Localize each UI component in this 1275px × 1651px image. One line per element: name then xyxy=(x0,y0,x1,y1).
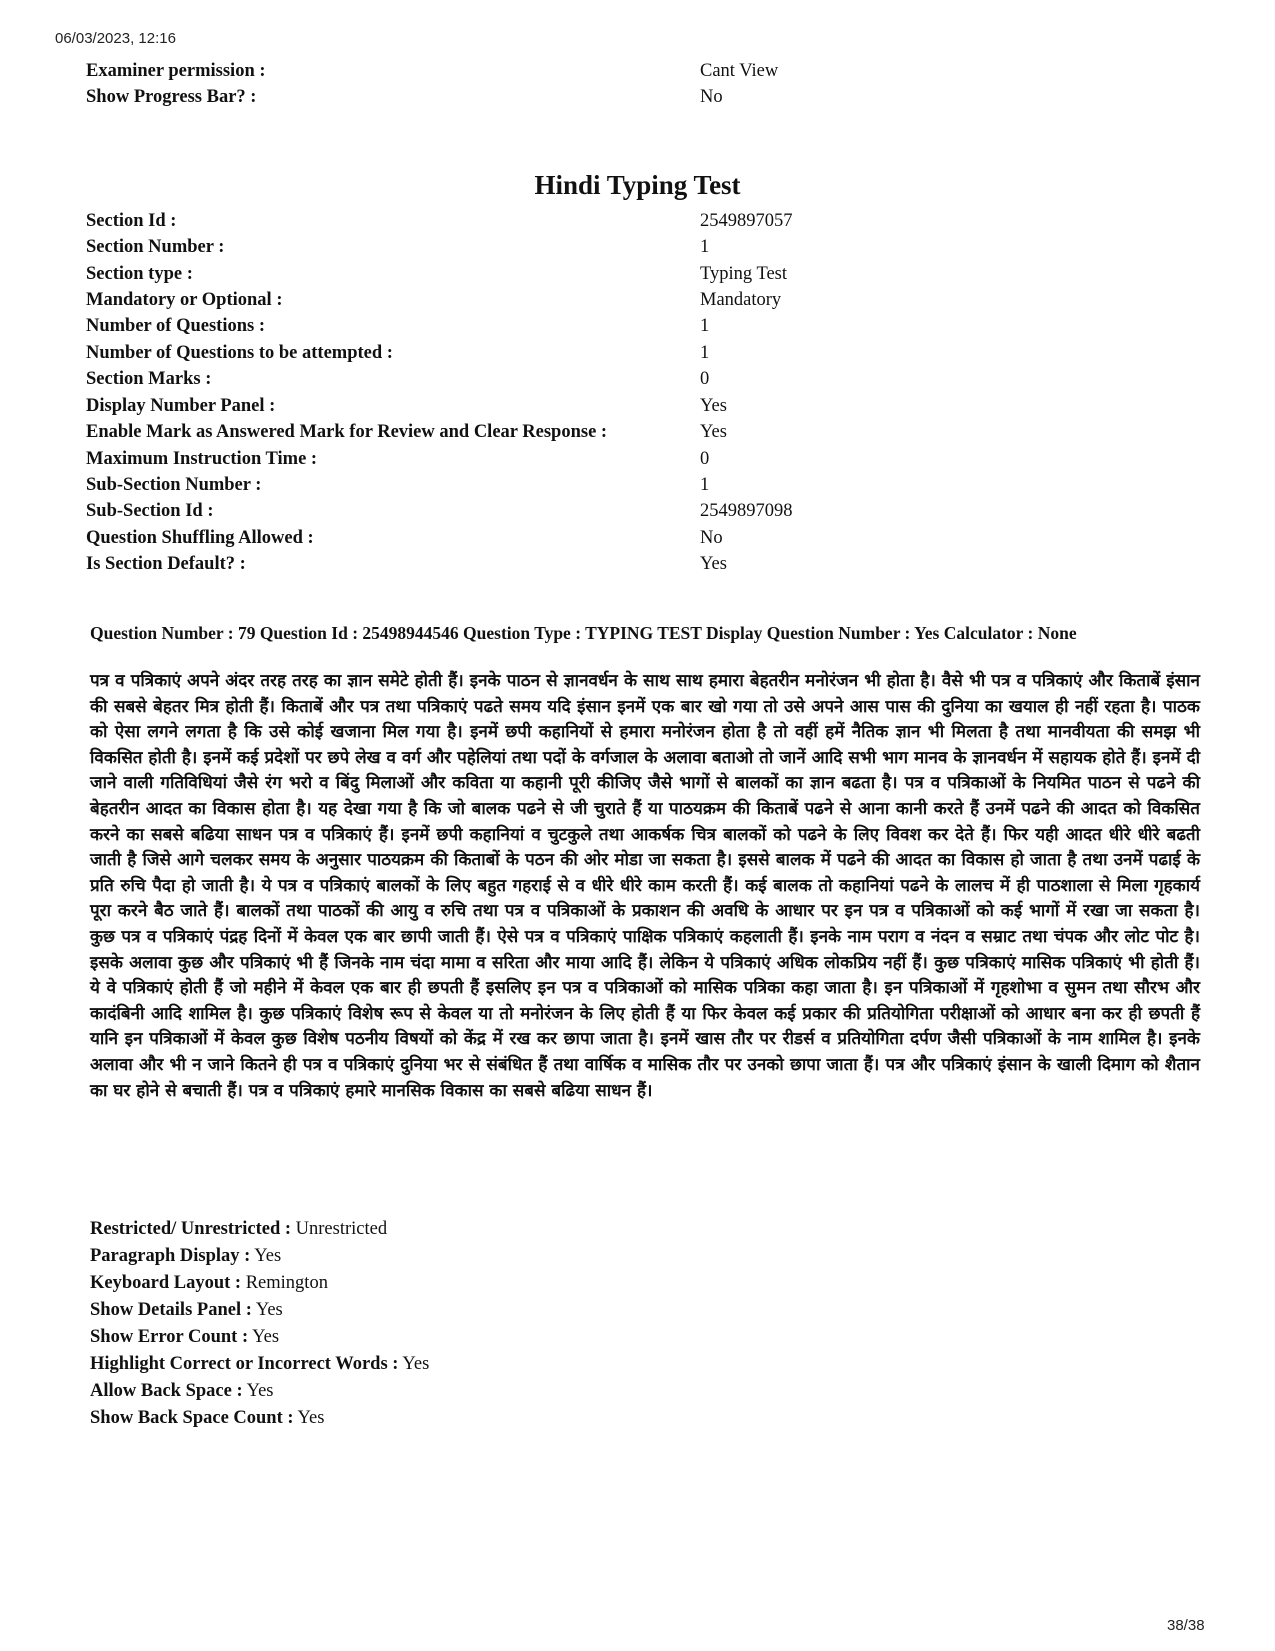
section-field-row xyxy=(86,419,1206,445)
section-field-row xyxy=(86,525,1206,551)
field-label: Sub-Section Id : xyxy=(86,501,214,521)
question-option-row xyxy=(90,1324,279,1350)
section-field-row xyxy=(86,551,1206,577)
field-value: Cant View xyxy=(700,61,779,81)
field-value: 1 xyxy=(700,475,710,495)
section-field-row xyxy=(86,393,1206,419)
field-value: Typing Test xyxy=(700,264,787,284)
field-value: 2549897098 xyxy=(700,501,793,521)
field-label: Number of Questions to be attempted : xyxy=(86,343,393,363)
question-option-row xyxy=(90,1378,274,1404)
option-label: Highlight Correct or Incorrect Words : xyxy=(90,1354,399,1374)
field-label: Question Shuffling Allowed : xyxy=(86,528,314,548)
section-field-row xyxy=(86,472,1206,498)
field-label: Examiner permission : xyxy=(86,61,266,81)
field-label: Maximum Instruction Time : xyxy=(86,449,318,469)
field-label: Show Progress Bar? : xyxy=(86,87,257,107)
option-value: Yes xyxy=(255,1300,283,1320)
field-value: Yes xyxy=(700,554,727,574)
field-value: 0 xyxy=(700,369,710,389)
option-value: Yes xyxy=(254,1246,282,1266)
section-field-row xyxy=(86,208,1206,234)
field-value: 2549897057 xyxy=(700,211,793,231)
field-value: 0 xyxy=(700,449,710,469)
field-label: Is Section Default? : xyxy=(86,554,246,574)
option-label: Show Details Panel : xyxy=(90,1300,252,1320)
option-value: Yes xyxy=(297,1408,325,1428)
typing-passage: पत्र व पत्रिकाएं अपने अंदर तरह तरह का ज्ञान समेटे होती हैं। इनके पाठन से ज्ञानवर्धन के साथ साथ हमारा बेहतरीन मनोरंजन भी होता है। वैसे भी पत्र व पत्रिकाएं और किताबें इंसान की सबसे बेहतर मित्र होती हैं। किताबें और पत्र तथा पत्रिकाएं पढते समय यदि इंसान इनमें एक बार खो गया तो उसे अपने आस पास की दुनिया का खयाल ही नहीं रहता है। पाठक को ऐसा लगने लगता है कि उसे कोई खजाना मिल गया है। इनमें छपी कहानियों से हमारा मनोरंजन होता है तो वहीं हमें नैतिक ज्ञान भी मिलता है तथा मानवीयता की समझ भी विकसित होती है। इनमें कई प्रदेशों पर छपे लेख व वर्ग और पहेलियां तथा पदों के वर्गजाल के अलावा बताओ तो जानें आदि सभी भाग मानव के ज्ञानवर्धन में सहायक होते हैं। इनमें दी जाने वाली गतिविधियां जैसे रंग भरो व बिंदु मिलाओं और कविता या कहानी पूरी कीजिए जैसे भागों से बालकों का ज्ञान बढता है। पत्र व पत्रिकाओं के नियमित पाठन से पढने की बेहतरीन आदत का विकास होता है। यह देखा गया है कि जो बालक पढने से जी चुराते हैं या पाठयक्रम की किताबें पढने से आना कानी करते हैं उनमें पढने की आदत को विकसित करने का सबसे बढिया साधन पत्र व पत्रिकाएं हैं। इनमें छपी कहानियां व चुटकुले तथा आकर्षक चित्र बालकों को पढने के लिए विवश कर देते हैं। फिर यही आदत धीरे धीरे बढती जाती है जिसे आगे चलकर समय के अनुसार पाठयक्रम की किताबों के पठन की ओर मोडा जा सकता है। इससे बालक में पढने की आदत का विकास हो जाता है तथा उनमें पढाई के प्रति रुचि पैदा हो जाती है। ये पत्र व पत्रिकाएं बालकों के लिए बहुत गहराई से व धीरे धीरे काम करती हैं। कई बालक तो कहानियां पढने के लालच में ही पाठशाला से मिला गृहकार्य पूरा करने बैठ जाते हैं। बालकों तथा पाठकों की आयु व रुचि तथा पत्र व पत्रिकाओं के प्रकाशन की अवधि के आधार पर इन पत्र व पत्रिकाओं को कई भागों में रखा जा सकता है। कुछ पत्र व पत्रिकाएं पंद्रह दिनों में केवल एक बार छापी जाती हैं। ऐसे पत्र व पत्रिकाएं पाक्षिक पत्रिकाएं कहलाती हैं। इनके नाम पराग व नंदन व सम्राट तथा चंपक और लोट पोट है। इसके अलावा कुछ और पत्रिकाएं भी हैं जिनके नाम चंदा मामा व सरिता और माया आदि हैं। लेकिन ये पत्रिकाएं अधिक लोकप्रिय नहीं हैं। कुछ पत्रिकाएं मासिक पत्रिकाएं भी होती हैं। ये वे पत्रिकाएं होती हैं जो महीने में केवल एक बार ही छपती हैं इसलिए इन पत्र व पत्रिकाओं को मासिक पत्रिका कहा जाता है। इन पत्रिकाओं में गृहशोभा व सुमन तथा सौरभ और कादंबिनी आदि शामिल है। कुछ पत्रिकाएं विशेष रूप से केवल या तो मनोरंजन के लिए होती हैं या फिर केवल कई प्रकार की प्रतियोगिता परीक्षाओं को आधार बना कर ही छपती हैं यानि इन पत्रिकाओं में केवल कुछ विशेष पठनीय विषयों को केंद्र में रख कर छापा जाता है। इनमें खास तौर पर रीडर्स व प्रतियोगिता दर्पण जैसी पत्रिकाओं के नाम शामिल है। इनके अलावा और भी न जाने कितने ही पत्र व पत्रिकाएं दुनिया भर से संबंधित हैं तथा वार्षिक व मासिक तौर पर उनको छापा जाता हैं। पत्र और पत्रिकाएं इंसान के खाली दिमाग को शैतान का घर होने से बचाती हैं। पत्र व पत्रिकाएं हमारे मानसिक विकास का सबसे बढिया साधन हैं। xyxy=(90,671,1200,1101)
show-progress-bar-row xyxy=(86,84,1206,110)
question-option-row xyxy=(90,1243,281,1269)
examiner-permission-row xyxy=(86,58,1206,84)
option-label: Paragraph Display : xyxy=(90,1246,251,1266)
option-label: Restricted/ Unrestricted : xyxy=(90,1219,292,1239)
option-label: Allow Back Space : xyxy=(90,1381,243,1401)
field-label: Section type : xyxy=(86,264,193,284)
page-number: 38/38 xyxy=(1167,1617,1205,1634)
section-field-row xyxy=(86,313,1206,339)
field-value: 1 xyxy=(700,316,710,336)
section-field-row xyxy=(86,234,1206,260)
field-value: Yes xyxy=(700,422,727,442)
field-label: Section Id : xyxy=(86,211,177,231)
option-label: Show Error Count : xyxy=(90,1327,249,1347)
section-field-row xyxy=(86,340,1206,366)
field-label: Sub-Section Number : xyxy=(86,475,262,495)
question-option-row xyxy=(90,1216,387,1242)
section-field-row xyxy=(86,261,1206,287)
option-value: Yes xyxy=(402,1354,430,1374)
field-label: Mandatory or Optional : xyxy=(86,290,283,310)
question-option-row xyxy=(90,1297,283,1323)
field-value: Mandatory xyxy=(700,290,782,310)
section-field-row xyxy=(86,366,1206,392)
question-header: Question Number : 79 Question Id : 25498944546 Question Type : TYPING TEST Display Question Number : Yes Calculator : None xyxy=(90,623,1077,643)
field-label: Number of Questions : xyxy=(86,316,266,336)
print-datetime: 06/03/2023, 12:16 xyxy=(55,30,176,47)
field-value: No xyxy=(700,528,723,548)
option-value: Yes xyxy=(246,1381,274,1401)
field-value: Yes xyxy=(700,396,727,416)
option-value: Remington xyxy=(245,1273,328,1293)
section-field-row xyxy=(86,446,1206,472)
section-field-row xyxy=(86,287,1206,313)
field-label: Section Number : xyxy=(86,237,225,257)
option-value: Unrestricted xyxy=(295,1219,388,1239)
field-label: Enable Mark as Answered Mark for Review and Clear Response : xyxy=(86,422,608,442)
option-label: Keyboard Layout : xyxy=(90,1273,242,1293)
option-label: Show Back Space Count : xyxy=(90,1408,294,1428)
section-field-row xyxy=(86,498,1206,524)
question-option-row xyxy=(90,1351,429,1377)
question-option-row xyxy=(90,1270,328,1296)
field-value: 1 xyxy=(700,343,710,363)
question-option-row xyxy=(90,1405,324,1431)
field-value: No xyxy=(700,87,723,107)
option-value: Yes xyxy=(252,1327,280,1347)
field-label: Display Number Panel : xyxy=(86,396,276,416)
field-value: 1 xyxy=(700,237,710,257)
field-label: Section Marks : xyxy=(86,369,212,389)
section-title: Hindi Typing Test xyxy=(534,170,741,200)
